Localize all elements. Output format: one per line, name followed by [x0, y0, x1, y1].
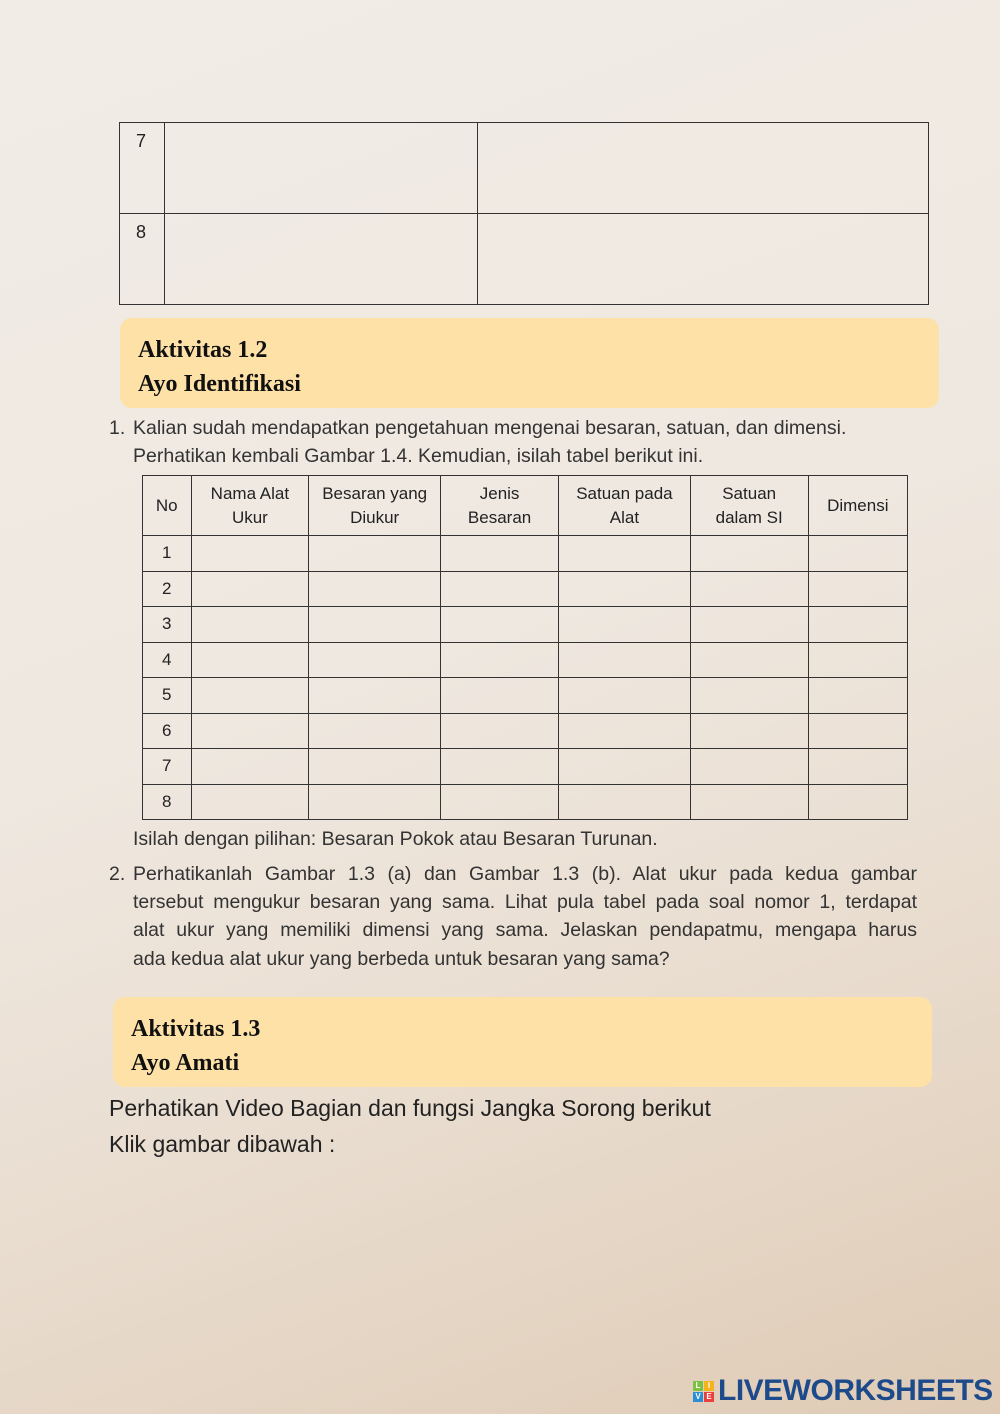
answer-cell[interactable]: [309, 749, 441, 785]
q2-number: 2.: [109, 863, 126, 885]
answer-cell[interactable]: [559, 642, 691, 678]
column-header-text: Diukur: [350, 507, 400, 527]
column-header: [309, 476, 441, 536]
table-row: [143, 749, 908, 785]
answer-cell[interactable]: [441, 713, 559, 749]
answer-cell[interactable]: [559, 713, 691, 749]
activity-title: Aktivitas 1.2: [138, 337, 268, 363]
column-header-text: Besaran yang: [322, 483, 428, 503]
column-header-text: Nama Alat: [210, 483, 290, 503]
video-instruction: Perhatikan Video Bagian dan fungsi Jangka Sorong berikut: [109, 1095, 711, 1121]
answer-cell[interactable]: [441, 642, 559, 678]
activity-subtitle: Ayo Amati: [131, 1050, 240, 1076]
answer-cell[interactable]: [690, 642, 808, 678]
q1-number: 1.: [109, 417, 126, 439]
answer-cell[interactable]: [191, 536, 309, 572]
q1-line: Perhatikan kembali Gambar 1.4. Kemudian, isilah tabel berikut ini.: [133, 445, 704, 467]
column-header: [690, 476, 808, 536]
row-number: 5: [143, 678, 192, 714]
logo-text: LIVEWORKSHEETS: [718, 1374, 993, 1407]
identification-table: [142, 475, 908, 820]
answer-cell[interactable]: [441, 607, 559, 643]
answer-cell[interactable]: [191, 607, 309, 643]
column-header: [143, 476, 192, 536]
column-header-text: No: [155, 495, 178, 515]
table-row: [143, 607, 908, 643]
answer-cell[interactable]: [690, 678, 808, 714]
click-instruction: Klik gambar dibawah :: [109, 1131, 336, 1157]
answer-cell[interactable]: [309, 642, 441, 678]
column-header: [808, 476, 907, 536]
activity-1-3-box: [113, 997, 932, 1087]
activity-subtitle: Ayo Identifikasi: [138, 371, 301, 397]
answer-cell[interactable]: [191, 571, 309, 607]
column-header-text: Jenis: [479, 483, 520, 503]
answer-cell[interactable]: [191, 678, 309, 714]
answer-cell[interactable]: [165, 214, 478, 305]
top-table: [119, 122, 929, 305]
column-header-text: Besaran: [467, 507, 532, 527]
logo-letter: V: [693, 1392, 703, 1402]
answer-cell[interactable]: [441, 536, 559, 572]
column-header-text: Alat: [609, 507, 640, 527]
activity-1-2-box: [120, 318, 939, 408]
answer-cell[interactable]: [559, 571, 691, 607]
logo-letter: E: [704, 1392, 714, 1402]
row-number: 8: [143, 784, 192, 820]
answer-cell[interactable]: [191, 784, 309, 820]
answer-cell[interactable]: [441, 784, 559, 820]
logo-letter: I: [704, 1381, 714, 1391]
answer-cell[interactable]: [808, 571, 907, 607]
column-header: [191, 476, 309, 536]
table-row: [143, 571, 908, 607]
table-row: [143, 642, 908, 678]
q1-line: Kalian sudah mendapatkan pengetahuan mengenai besaran, satuan, dan dimensi.: [133, 417, 847, 439]
answer-cell[interactable]: [478, 214, 929, 305]
answer-cell[interactable]: [559, 678, 691, 714]
row-number: 7: [120, 123, 165, 214]
column-header-text: Satuan: [722, 483, 777, 503]
answer-cell[interactable]: [808, 713, 907, 749]
table-row: [120, 214, 929, 305]
answer-cell[interactable]: [559, 784, 691, 820]
table-row: [143, 678, 908, 714]
answer-cell[interactable]: [808, 749, 907, 785]
answer-cell[interactable]: [808, 642, 907, 678]
answer-cell[interactable]: [690, 536, 808, 572]
answer-cell[interactable]: [559, 536, 691, 572]
row-number: 8: [120, 214, 165, 305]
answer-cell[interactable]: [690, 571, 808, 607]
table-header-row: [143, 476, 908, 536]
answer-cell[interactable]: [191, 713, 309, 749]
q2-line: ada kedua alat ukur yang berbeda untuk besaran yang sama?: [133, 948, 670, 970]
answer-cell[interactable]: [808, 784, 907, 820]
row-number: 6: [143, 713, 192, 749]
column-header: [559, 476, 691, 536]
answer-cell[interactable]: [690, 749, 808, 785]
answer-cell[interactable]: [309, 713, 441, 749]
logo-letter: L: [693, 1381, 703, 1391]
answer-cell[interactable]: [309, 607, 441, 643]
answer-cell[interactable]: [690, 784, 808, 820]
answer-cell[interactable]: [690, 713, 808, 749]
column-header-text: dalam SI: [715, 507, 783, 527]
answer-cell[interactable]: [441, 749, 559, 785]
column-header-text: Satuan pada: [576, 483, 673, 503]
table-row: [120, 123, 929, 214]
liveworksheets-logo: [693, 1374, 993, 1408]
table-row: [143, 536, 908, 572]
q2-line: alat ukur yang memiliki dimensi yang sama. Jelaskan pendapatmu, mengapa harus: [133, 919, 917, 941]
row-number: 2: [143, 571, 192, 607]
answer-cell[interactable]: [309, 571, 441, 607]
answer-cell[interactable]: [808, 678, 907, 714]
answer-cell[interactable]: [441, 571, 559, 607]
column-header-text: Dimensi: [827, 495, 889, 515]
answer-cell[interactable]: [309, 536, 441, 572]
answer-cell[interactable]: [191, 749, 309, 785]
q2-line: tersebut mengukur besaran yang sama. Lihat pula tabel pada soal nomor 1, terdapat: [133, 891, 917, 913]
column-header: [441, 476, 559, 536]
q2-line: Perhatikanlah Gambar 1.3 (a) dan Gambar 1.3 (b). Alat ukur pada kedua gambar: [133, 863, 917, 885]
answer-cell[interactable]: [441, 678, 559, 714]
answer-cell[interactable]: [559, 749, 691, 785]
answer-cell[interactable]: [478, 123, 929, 214]
table-row: [143, 784, 908, 820]
table-row: [143, 713, 908, 749]
answer-cell[interactable]: [191, 642, 309, 678]
note-text: Isilah dengan pilihan: Besaran Pokok atau Besaran Turunan.: [133, 828, 658, 850]
answer-cell[interactable]: [309, 784, 441, 820]
row-number: 7: [143, 749, 192, 785]
answer-cell[interactable]: [808, 536, 907, 572]
answer-cell[interactable]: [559, 607, 691, 643]
answer-cell[interactable]: [690, 607, 808, 643]
row-number: 1: [143, 536, 192, 572]
activity-title: Aktivitas 1.3: [131, 1016, 261, 1042]
answer-cell[interactable]: [309, 678, 441, 714]
row-number: 4: [143, 642, 192, 678]
live-blocks-icon: [693, 1381, 714, 1402]
answer-cell[interactable]: [808, 607, 907, 643]
row-number: 3: [143, 607, 192, 643]
column-header-text: Ukur: [231, 507, 268, 527]
answer-cell[interactable]: [165, 123, 478, 214]
